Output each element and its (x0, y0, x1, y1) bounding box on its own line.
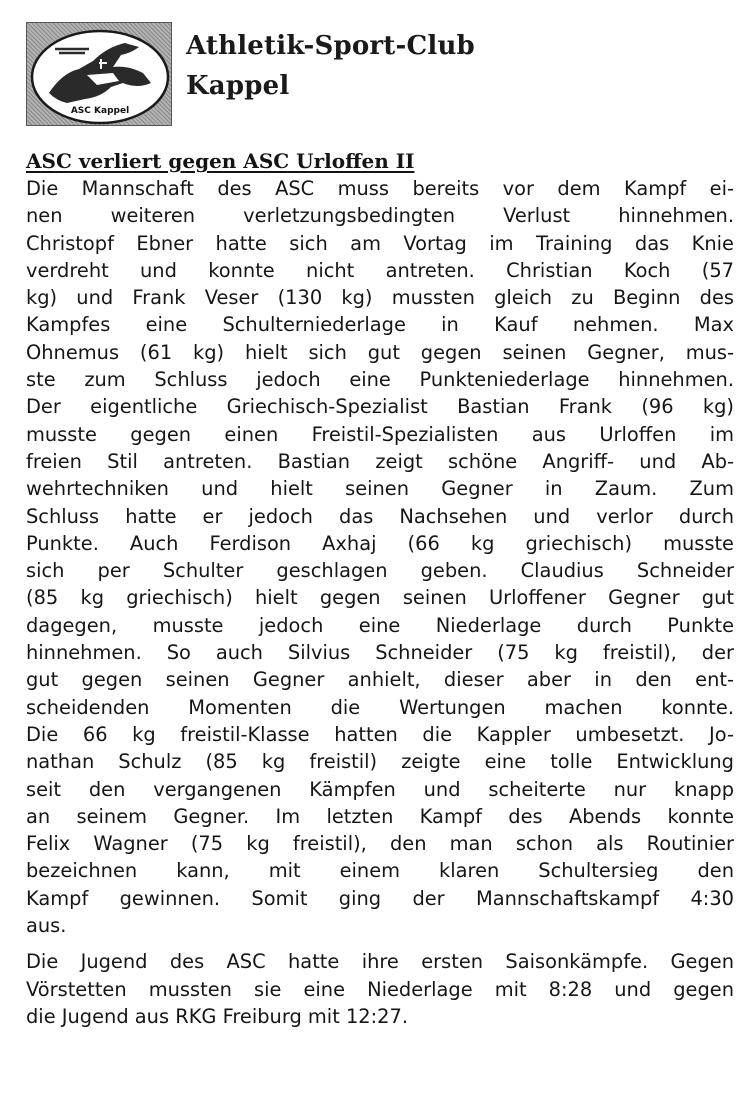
text-line: Die Jugend des ASC hatte ihre ersten Saisonkämpfe. Gegen (26, 950, 734, 974)
article (26, 148, 734, 1030)
text-line: Schluss hatte er jedoch das Nachsehen und verlor durch (26, 504, 734, 528)
text-line: kg) und Frank Veser (130 kg) mussten gleich zu Beginn des (26, 286, 734, 310)
club-name-line-1: Athletik-Sport-Club (186, 31, 475, 61)
text-line: Kampfes eine Schulterniederlage in Kauf nehmen. Max (26, 313, 734, 337)
text-line: nen weiteren verletzungsbedingten Verlust hinnehmen. (26, 204, 734, 228)
text-line: dagegen, musste jedoch eine Niederlage durch Punkte (26, 613, 734, 637)
club-header (26, 22, 726, 128)
text-line: sich per Schulter geschlagen geben. Claudius Schneider (26, 559, 734, 583)
club-name (186, 26, 475, 106)
text-line: Der eigentliche Griechisch-Spezialist Bastian Frank (96 kg) (26, 395, 734, 419)
text-line: nathan Schulz (85 kg freistil) zeigte eine tolle Entwicklung (26, 750, 734, 774)
text-line: (85 kg griechisch) hielt gegen seinen Urloffener Gegner gut (26, 586, 734, 610)
text-line: Die Mannschaft des ASC muss bereits vor dem Kampf ei- (26, 177, 734, 200)
text-line: ste zum Schluss jedoch eine Punkteniederlage hinnehmen. (26, 368, 734, 392)
text-line: Christopf Ebner hatte sich am Vortag im Training das Knie (26, 231, 734, 255)
article-paragraph-1 (26, 175, 734, 939)
text-line: bezeichnen kann, mit einem klaren Schultersieg den (26, 859, 734, 883)
text-line: Vörstetten mussten sie eine Niederlage mit 8:28 und gegen (26, 977, 734, 1001)
text-line: freien Stil antreten. Bastian zeigt schöne Angriff- und Ab- (26, 449, 734, 473)
club-logo (26, 22, 172, 126)
text-line: hinnehmen. So auch Silvius Schneider (75 kg freistil), der (26, 641, 734, 665)
svg-text:ASC Kappel: ASC Kappel (70, 106, 130, 116)
article-headline: ASC verliert gegen ASC Urloffen II (26, 149, 415, 173)
text-line: scheidenden Momenten die Wertungen machen konnte. (26, 695, 734, 719)
text-line: Ohnemus (61 kg) hielt sich gut gegen seinen Gegner, mus- (26, 340, 734, 364)
text-line: wehrtechniken und hielt seinen Gegner in Zaum. Zum (26, 477, 734, 501)
text-line: musste gegen einen Freistil-Spezialisten aus Urloffen im (26, 422, 734, 446)
text-line: Kampf gewinnen. Somit ging der Mannschaftskampf 4:30 (26, 886, 734, 910)
text-line: seit den vergangenen Kämpfen und scheiterte nur knapp (26, 777, 734, 801)
text-line: aus. (26, 914, 67, 938)
wrestlers-logo-icon (27, 23, 172, 126)
text-line: Felix Wagner (75 kg freistil), den man schon als Routinier (26, 832, 734, 856)
article-paragraph-2 (26, 948, 734, 1030)
text-line: an seinem Gegner. Im letzten Kampf des Abends konnte (26, 804, 734, 828)
text-line: verdreht und konnte nicht antreten. Christian Koch (57 (26, 258, 734, 282)
text-line: Punkte. Auch Ferdison Axhaj (66 kg griechisch) musste (26, 531, 734, 555)
club-name-line-2: Kappel (186, 71, 290, 101)
text-line: Die 66 kg freistil-Klasse hatten die Kappler umbesetzt. Jo- (26, 722, 734, 746)
text-line: die Jugend aus RKG Freiburg mit 12:27. (26, 1004, 409, 1028)
text-line: gut gegen seinen Gegner anhielt, dieser aber in den ent- (26, 668, 734, 692)
